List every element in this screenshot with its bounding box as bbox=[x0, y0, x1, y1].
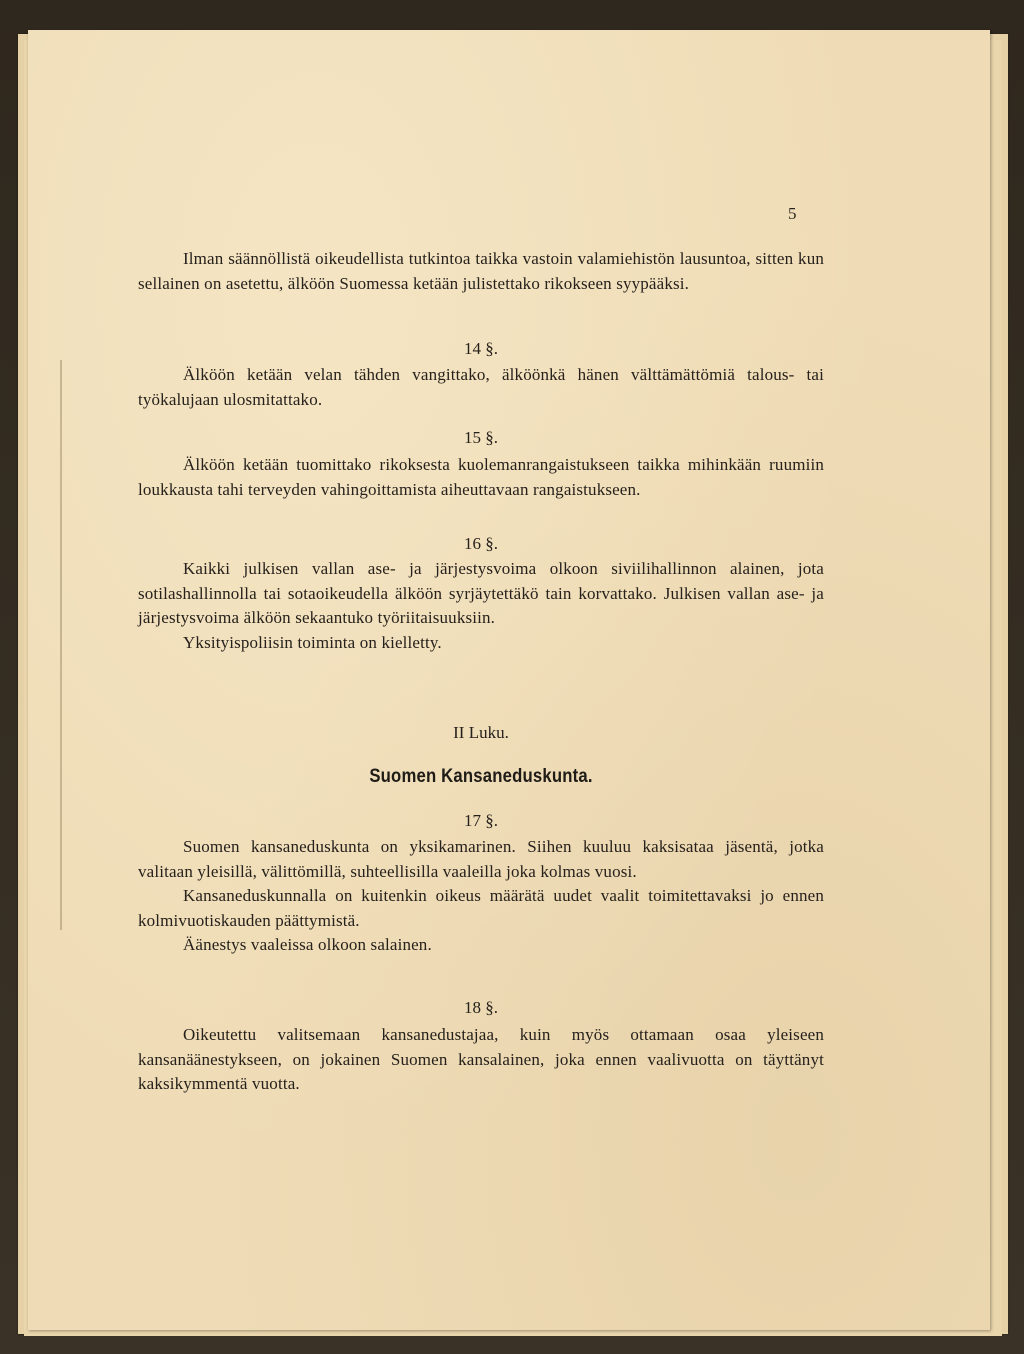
chapter-title: Suomen Kansaneduskunta. bbox=[369, 766, 593, 787]
margin-rule bbox=[60, 360, 62, 930]
page-number: 5 bbox=[788, 204, 797, 223]
section-heading-16: 16 §. bbox=[464, 534, 498, 553]
section-16-body bbox=[138, 557, 824, 655]
section-16-paragraph-2: Yksityispoliisin toiminta on kielletty. bbox=[183, 632, 442, 652]
section-16-paragraph-1: Kaikki julkisen vallan ase- ja järjestysvoima olkoon siviilihallinnon alainen, jota sotilashallinnolla tai sotaoikeudella älköön syrjäytettäkö tain korvattako. Julkisen vallan ase- ja järjestysvoima älköön sekaantuko työriitaisuuksiin. bbox=[138, 559, 824, 627]
section-15-paragraph: Älköön ketään tuomittako rikoksesta kuolemanrangaistukseen taikka mihinkään ruumiin loukkausta tahi terveyden vahingoittamista aiheuttavaan rangaistukseen. bbox=[138, 455, 824, 499]
opening-paragraph: Ilman säännöllistä oikeudellista tutkintoa taikka vastoin valamiehistön lausuntoa, sitten kun sellainen on asetettu, älköön Suomessa ketään julistettako rikokseen syypääksi. bbox=[138, 249, 824, 293]
section-17-paragraph-3: Äänestys vaaleissa olkoon salainen. bbox=[183, 935, 432, 954]
section-17-paragraph-1: Suomen kansaneduskunta on yksikamarinen. Siihen kuuluu kaksisataa jäsentä, jotka valitaan yleisillä, välittömillä, suhteellisilla vaaleilla joka kolmas vuosi. bbox=[138, 837, 824, 881]
opening-paragraph-block bbox=[138, 247, 824, 296]
section-heading-14: 14 §. bbox=[464, 339, 498, 358]
document-page bbox=[28, 30, 990, 1330]
section-18-body bbox=[138, 1023, 824, 1097]
section-heading-18: 18 §. bbox=[464, 998, 498, 1017]
section-14-paragraph: Älköön ketään velan tähden vangittako, älköönkä hänen välttämättömiä talous- tai työkalujaan ulosmitattako. bbox=[138, 365, 824, 409]
section-15-body bbox=[138, 453, 824, 502]
section-heading-17: 17 §. bbox=[464, 811, 498, 830]
section-heading-15: 15 §. bbox=[464, 428, 498, 447]
section-18-paragraph: Oikeutettu valitsemaan kansanedustajaa, kuin myös ottamaan osaa yleiseen kansanäänestykseen, on jokainen Suomen kansalainen, joka ennen vaalivuotta on täyttänyt kaksikymmentä vuotta. bbox=[138, 1025, 824, 1093]
section-17-paragraph-2: Kansaneduskunnalla on kuitenkin oikeus määrätä uudet vaalit toimitettavaksi jo ennen kolmivuotiskauden päättymistä. bbox=[138, 886, 824, 930]
section-17-body bbox=[138, 835, 824, 958]
chapter-label: II Luku. bbox=[453, 723, 509, 742]
section-14-body bbox=[138, 363, 824, 412]
